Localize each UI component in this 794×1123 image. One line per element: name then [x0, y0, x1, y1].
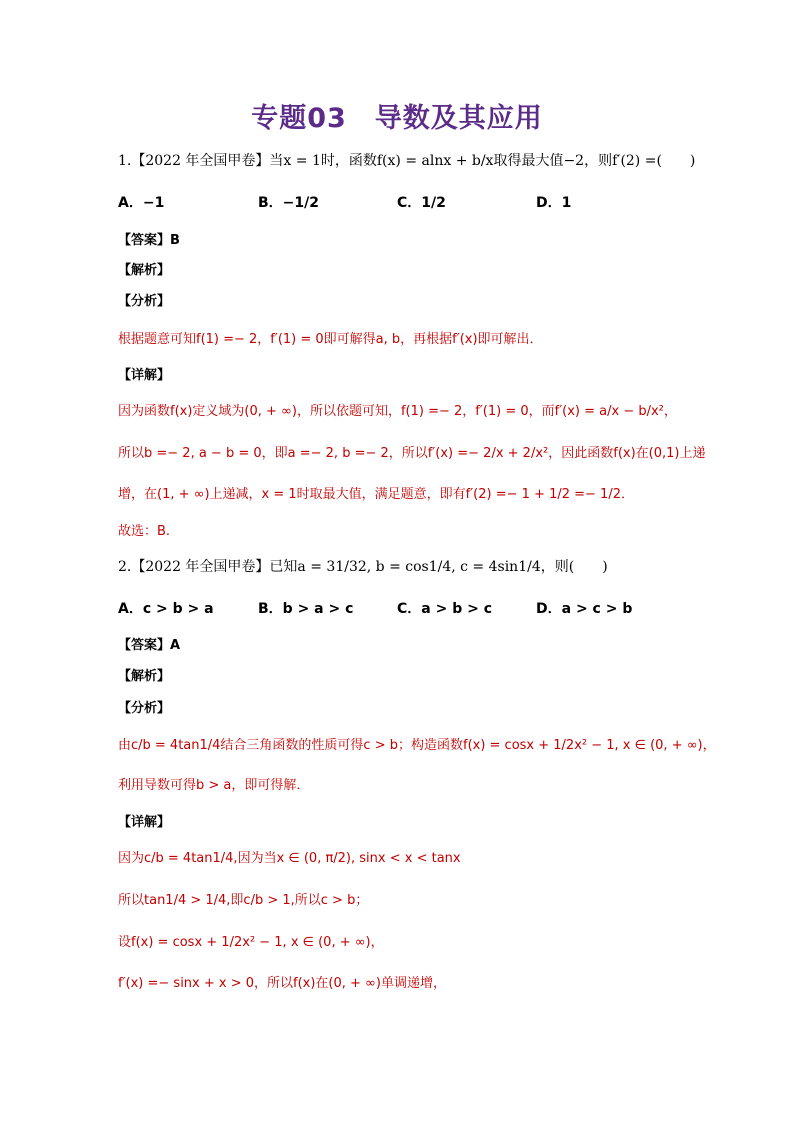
q1-conclusion: 故选：B. — [118, 524, 171, 539]
q1-option-a: A．−1 — [118, 195, 165, 211]
q2-detail-line-2: 所以tan1/4 > 1/4,即c/b > 1,所以c > b； — [118, 893, 369, 908]
q2-detail-line-1: 因为c/b = 4tan1/4,因为当x ∈ (0, π/2), sinx < x < tanx — [118, 851, 461, 866]
q2-fenxi-line-1: 由c/b = 4tan1/4结合三角函数的性质可得c > b；构造函数f(x) = cosx + 1/2x² − 1, x ∈ (0, + ∞)， — [118, 738, 716, 753]
q2-xiangjie-label: 【详解】 — [118, 815, 171, 830]
q1-fenxi-label: 【分析】 — [118, 294, 171, 309]
q1-option-b: B．−1/2 — [258, 195, 319, 211]
q2-fenxi-line-2: 利用导数可得b > a，即可得解． — [118, 778, 310, 793]
q2-option-c: C．a > b > c — [397, 601, 492, 617]
q1-option-c: C．1/2 — [397, 195, 446, 211]
q1-xiangjie-label: 【详解】 — [118, 368, 171, 383]
q2-option-d: D．a > c > b — [536, 601, 633, 617]
page-title: 专题03 导数及其应用 — [251, 103, 543, 134]
q1-detail-line-1: 因为函数f(x)定义域为(0, + ∞)，所以依题可知，f(1) =− 2，f′(1) = 0，而f′(x) = a/x − b/x²， — [118, 404, 677, 419]
q1-fenxi-text: 根据题意可知f(1) =− 2，f′(1) = 0即可解得a, b，再根据f′(x)即可解出． — [118, 332, 543, 347]
q1-jiexi-label: 【解析】 — [118, 263, 171, 278]
q2-detail-line-4: f′(x) =− sinx + x > 0，所以f(x)在(0, + ∞)单调递增， — [118, 976, 446, 991]
q2-detail-line-3: 设f(x) = cosx + 1/2x² − 1, x ∈ (0, + ∞)， — [118, 935, 384, 950]
q1-detail-line-3: 增，在(1, + ∞)上递减，x = 1时取最大值，满足题意，即有f′(2) =− 1 + 1/2 =− 1/2． — [118, 487, 634, 502]
q2-jiexi-label: 【解析】 — [118, 669, 171, 684]
q2-option-a: A．c > b > a — [118, 601, 214, 617]
q1-detail-line-2: 所以b =− 2, a − b = 0，即a =− 2, b =− 2，所以f′(x) =− 2/x + 2/x²，因此函数f(x)在(0,1)上递 — [118, 446, 706, 461]
q1-answer: 【答案】B — [118, 233, 180, 248]
q2-answer: 【答案】A — [118, 638, 181, 653]
q2-fenxi-label: 【分析】 — [118, 701, 171, 716]
q2-option-b: B．b > a > c — [258, 601, 354, 617]
q1-option-d: D．1 — [536, 195, 572, 211]
question-1-stem: 1.【2022 年全国甲卷】当x = 1时，函数f(x) = alnx + b/x取得最大值−2，则f′(2) =( ) — [118, 153, 696, 169]
question-2-stem: 2.【2022 年全国甲卷】已知a = 31/32, b = cos1/4, c = 4sin1/4，则( ) — [118, 559, 608, 575]
